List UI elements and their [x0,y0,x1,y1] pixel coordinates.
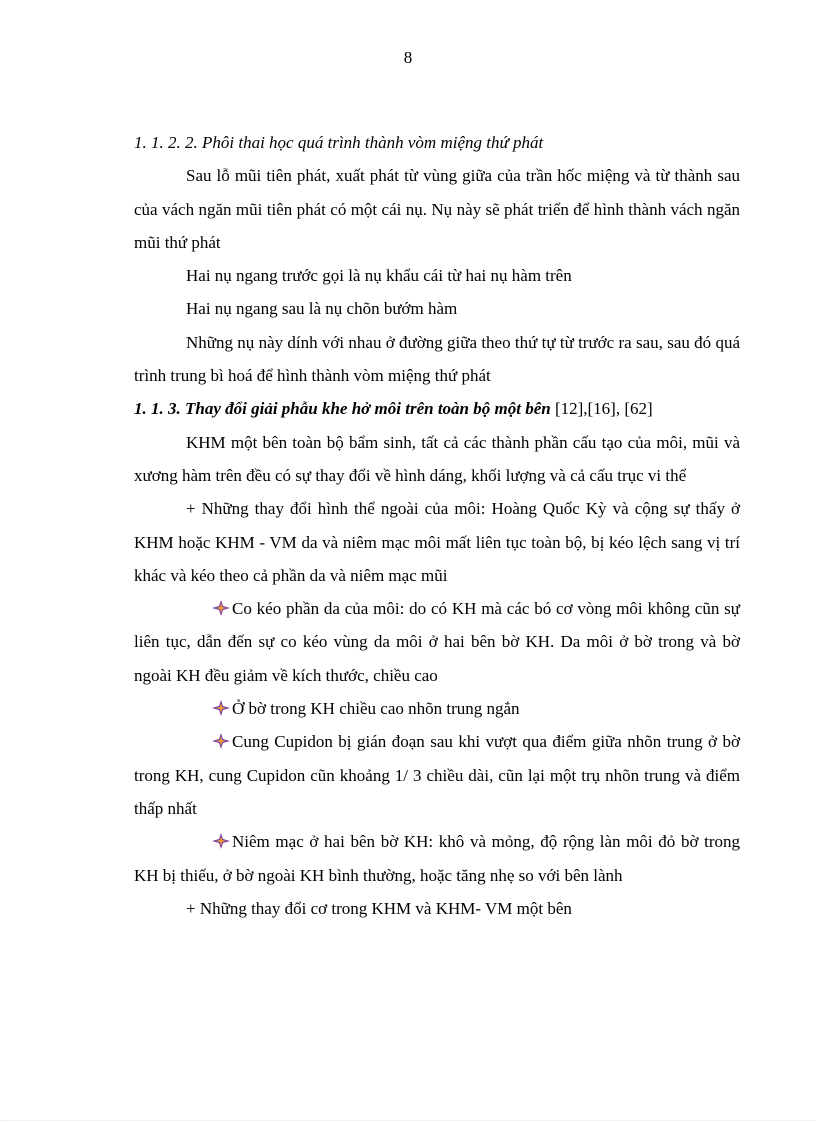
four-pointed-star-bullet-icon [212,700,230,716]
four-pointed-star-bullet-icon [212,600,230,616]
section-heading-1-1-2-2: 1. 1. 2. 2. Phôi thai học quá trình thành vòm miệng thứ phát [134,133,544,152]
paragraph-intro: KHM một bên toàn bộ bẩm sinh, tất cả các thành phần cấu tạo của môi, mũi và xương hàm trên đều có sự thay đổi về hình dáng, khối lượng và cả cấu trục vi thể [134,432,740,485]
bullet-text-skin-retraction: Co kéo phần da của môi: do có KH mà các bó cơ vòng môi không cũn sự liên tục, dẫn đến sự co kéo vùng da môi ở hai bên bờ KH. Da môi ở bờ trong và bờ ngoài KH đều giảm về kích thước, chiều cao [134,599,740,685]
paragraph-nasal-bud: Sau lỗ mũi tiên phát, xuất phát từ vùng giữa của trần hốc miệng và từ thành sau của vách ngăn mũi tiên phát có một cái nụ. Nụ này sẽ phát triển để hình thành vách ngăn mũi thứ phát [134,166,740,252]
paragraph-muscle-changes: + Những thay đổi cơ trong KHM và KHM- VM một bên [186,898,572,918]
four-pointed-star-bullet-icon [212,833,230,849]
bullet-item [134,592,740,692]
section-heading-1-1-3-title: 1. 1. 3. Thay đổi giải phẫu khe hở môi trên toàn bộ một bên [134,399,551,419]
section-heading-1-1-3 [134,392,740,425]
bullet-text-cupid-bow: Cung Cupidon bị gián đoạn sau khi vượt qua điểm giữa nhõn trung ở bờ trong KH, cung Cupidon cũn khoảng 1/ 3 chiều dài, cũn lại một trụ nhõn trung và điểm thấp nhất [134,732,740,818]
bullet-item [134,825,740,892]
page-content [134,126,740,925]
paragraph-fusion: Những nụ này dính với nhau ở đường giữa theo thứ tự từ trước ra sau, sau đó quá trình trung bì hoá để hình thành vòm miệng thứ phát [134,332,740,386]
page-bottom-rule [0,1120,816,1121]
four-pointed-star-bullet-icon [212,733,230,749]
bullet-item [134,692,740,725]
paragraph-anterior-buds: Hai nụ ngang trước gọi là nụ khẩu cái từ hai nụ hàm trên [186,266,572,286]
page-number: 8 [403,48,413,67]
bullet-item [134,725,740,825]
paragraph-posterior-buds: Hai nụ ngang sau là nụ chõn bướm hàm [186,299,458,319]
paragraph-external-changes: + Những thay đổi hình thể ngoài của môi: Hoàng Quốc Kỳ và cộng sự thấy ở KHM hoặc KHM - VM da và niêm mạc môi mất liên tục toàn bộ, bị kéo lệch sang vị trí khác và kéo theo cả phần da và niêm mạc mũi [134,499,740,585]
bullet-text-philtrum-height: Ở bờ trong KH chiều cao nhõn trung ngắn [232,699,520,719]
bullet-text-mucosa: Niêm mạc ở hai bên bờ KH: khô và mỏng, độ rộng làn môi đỏ bờ trong KH bị thiếu, ở bờ ngoài KH bình thường, hoặc tăng nhẹ so với bên lành [134,832,740,885]
section-heading-1-1-3-refs: [12],[16], [62] [550,399,653,419]
